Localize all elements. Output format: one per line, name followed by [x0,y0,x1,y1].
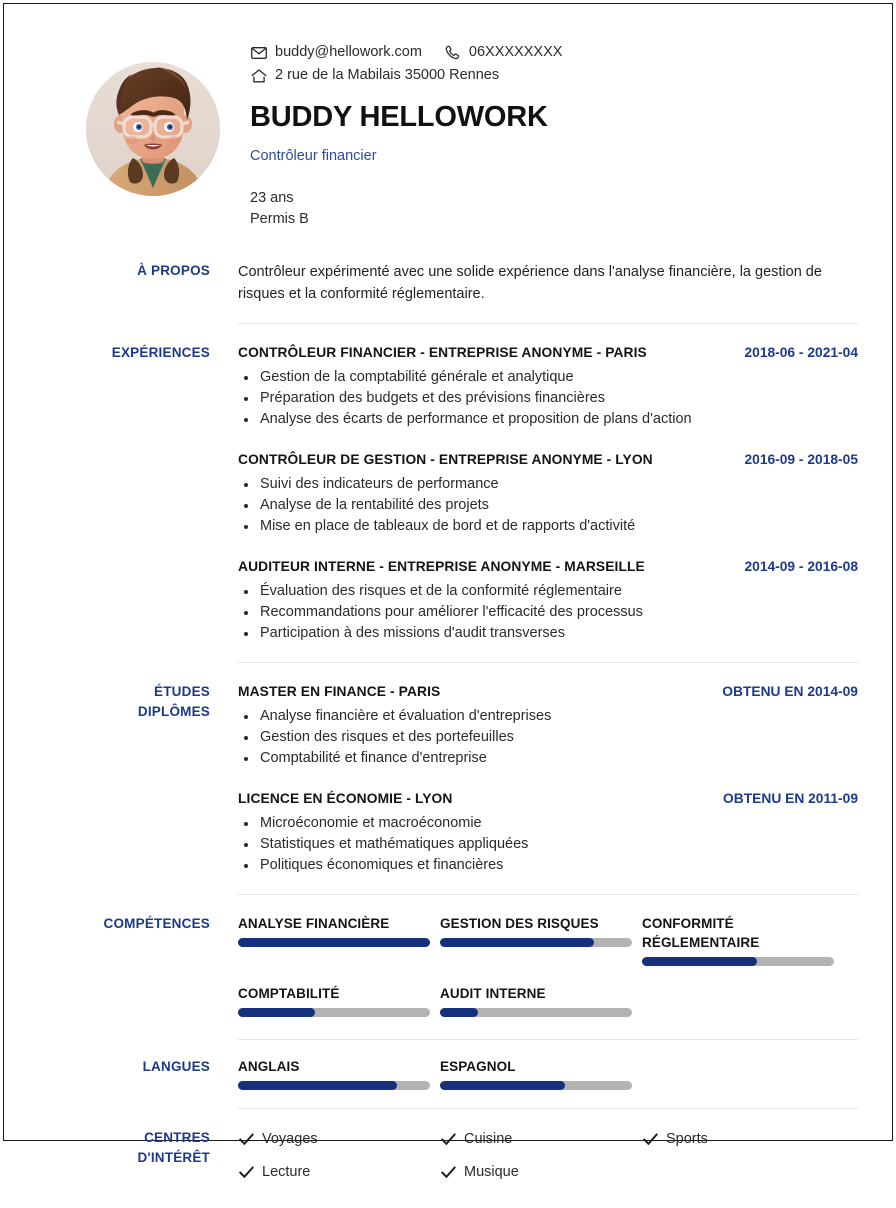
section-label-experiences: EXPÉRIENCES [111,345,210,360]
page-title: BUDDY HELLOWORK [250,101,548,133]
skill-progress-fill [642,957,757,966]
contact-address [250,65,499,86]
experience-bullets [238,581,858,644]
age-text: 23 ans [250,190,294,206]
avatar [86,62,220,196]
education-bullets [238,813,858,876]
list-item: Participation à des missions d'audit transverses [238,623,858,644]
interest-label: Musique [464,1164,519,1180]
cv-inner [4,4,892,1180]
list-item: Analyse financière et évaluation d'entreprises [238,706,858,727]
experience-entry [238,557,858,644]
section-label-education [4,679,238,722]
list-item: Préparation des budgets et des prévisions financières [238,388,858,409]
envelope-icon [250,45,268,61]
language-label: ESPAGNOL [440,1059,516,1074]
cv-page [3,3,893,1180]
section-skills [4,911,858,1040]
check-icon [642,1132,659,1147]
section-body-about [238,258,858,324]
section-label-interests-line1: CENTRES [144,1130,210,1145]
check-icon [238,1165,255,1180]
section-education [4,679,858,895]
language-item [440,1057,642,1090]
section-label-interests [4,1125,238,1168]
header-details [226,34,862,230]
section-label-education-line1: ÉTUDES [154,684,210,699]
interest-label: Sports [666,1131,708,1147]
section-body-languages [238,1054,858,1109]
skill-progress-fill [238,1008,315,1017]
contact-phone[interactable] [444,42,563,63]
skill-item [238,914,440,966]
skill-progress-bar [440,1008,632,1017]
skill-item [642,914,844,966]
section-label-languages: LANGUES [142,1059,210,1074]
language-label: ANGLAIS [238,1059,300,1074]
interest-label: Cuisine [464,1131,513,1147]
language-progress-bar [238,1081,430,1090]
language-item [238,1057,440,1090]
avatar-container [86,34,226,196]
section-label-skills: COMPÉTENCES [103,916,210,931]
section-body-interests [238,1125,858,1208]
education-title: MASTER EN FINANCE - PARIS [238,684,441,699]
list-item: Mise en place de tableaux de bord et de rapports d'activité [238,516,858,537]
skill-progress-fill [440,938,594,947]
interest-label: Lecture [262,1164,311,1180]
contact-email-text: buddy@hellowork.com [275,44,422,60]
education-title: LICENCE EN ÉCONOMIE - LYON [238,791,453,806]
experience-title: AUDITEUR INTERNE - ENTREPRISE ANONYME - MARSEILLE [238,559,645,574]
section-interests [4,1125,858,1208]
contact-address-text: 2 rue de la Mabilais 35000 Rennes [275,67,500,83]
experience-entry [238,450,858,537]
list-item: Gestion de la comptabilité générale et analytique [238,367,858,388]
experience-bullets [238,474,858,537]
list-item: Comptabilité et finance d'entreprise [238,748,858,769]
section-body-skills [238,911,858,1040]
interest-label: Voyages [262,1131,318,1147]
list-item: Évaluation des risques et de la conformité réglementaire [238,581,858,602]
contact-email[interactable] [250,42,422,63]
cv-sections [4,258,892,1208]
cv-header [4,4,892,230]
education-bullets [238,706,858,769]
contact-line-2 [250,65,862,86]
skill-label: AUDIT INTERNE [440,986,546,1001]
language-progress-fill [440,1081,565,1090]
education-date: OBTENU EN 2011-09 [723,791,858,806]
list-item: Microéconomie et macroéconomie [238,813,858,834]
language-progress-fill [238,1081,397,1090]
home-icon [250,68,268,84]
interests-grid [238,1128,858,1194]
about-text: Contrôleur expérimenté avec une solide expérience dans l'analyse financière, la gestion de risques et la conformité réglementaire. [238,264,822,302]
skill-label: ANALYSE FINANCIÈRE [238,916,390,931]
check-icon [440,1165,457,1180]
section-label-interests-line2: D'INTÉRÊT [137,1150,210,1165]
list-item: Analyse de la rentabilité des projets [238,495,858,516]
experience-date: 2014-09 - 2016-08 [744,559,858,574]
skill-progress-bar [238,1008,430,1017]
section-languages [4,1054,858,1109]
section-experiences [4,340,858,663]
skills-grid [238,914,858,1035]
experience-entry [238,343,858,430]
skill-item [238,984,440,1017]
interest-item [642,1128,844,1150]
check-icon [440,1132,457,1147]
education-entry [238,789,858,876]
list-item: Analyse des écarts de performance et proposition de plans d'action [238,409,858,430]
skill-label: CONFORMITÉ RÉGLEMENTAIRE [642,916,760,950]
section-body-education [238,679,858,895]
contact-line-1 [250,42,862,63]
list-item: Gestion des risques et des portefeuilles [238,727,858,748]
interest-item [440,1128,642,1150]
list-item: Recommandations pour améliorer l'efficacité des processus [238,602,858,623]
license-text: Permis B [250,211,309,227]
section-label-about: À PROPOS [137,263,210,278]
interest-item [440,1161,642,1183]
list-item: Politiques économiques et financières [238,855,858,876]
section-about [4,258,858,324]
experience-title: CONTRÔLEUR FINANCIER - ENTREPRISE ANONYME - PARIS [238,345,647,360]
skill-label: GESTION DES RISQUES [440,916,599,931]
languages-grid [238,1057,858,1094]
experience-date: 2016-09 - 2018-05 [744,452,858,467]
interest-item [238,1161,440,1183]
experience-date: 2018-06 - 2021-04 [744,345,858,360]
skill-label: COMPTABILITÉ [238,986,340,1001]
education-date: OBTENU EN 2014-09 [722,684,858,699]
section-body-experiences [238,340,858,663]
phone-icon [444,45,462,61]
list-item: Suivi des indicateurs de performance [238,474,858,495]
job-title: Contrôleur financier [250,148,377,164]
skill-item [440,914,642,966]
skill-progress-fill [440,1008,478,1017]
skill-progress-bar [642,957,834,966]
experience-title: CONTRÔLEUR DE GESTION - ENTREPRISE ANONYME - LYON [238,452,653,467]
skill-progress-bar [238,938,430,947]
experience-bullets [238,367,858,430]
list-item: Statistiques et mathématiques appliquées [238,834,858,855]
contact-phone-text: 06XXXXXXXX [468,44,563,60]
skill-item [440,984,642,1017]
section-label-education-line2: DIPLÔMES [137,704,210,719]
language-progress-bar [440,1081,632,1090]
skill-progress-bar [440,938,632,947]
check-icon [238,1132,255,1147]
interest-item [238,1128,440,1150]
education-entry [238,682,858,769]
skill-progress-fill [238,938,430,947]
